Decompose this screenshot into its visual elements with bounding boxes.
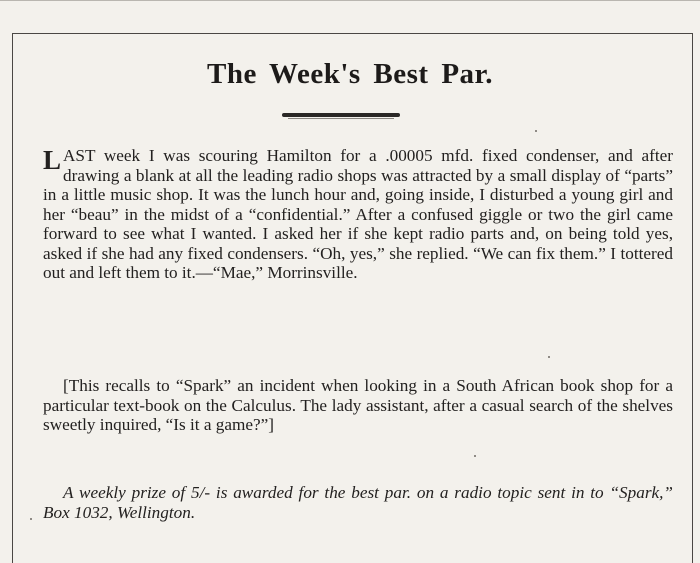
print-speck [535,130,537,132]
article-title: The Week's Best Par. [206,58,493,90]
print-speck [30,518,32,520]
paragraph-1-text: AST week I was scouring Hamilton for a .00005 mfd. fixed condenser, and after drawing a blank at all the leading radio shops was attracted by a small display of “parts” in a little music shop. It was the lunch hour and, going inside, I disturbed a young girl and her “beau” in the midst of a “confidential.” After a confused giggle or two the girl came forward to see what I wanted. I asked her if she kept radio parts and, on being told yes, asked if she had any fixed condensers. “Oh, yes,” she replied. “We can fix them.” I tottered out and left them to it.—“Mae,” Morrinsville. [43,146,673,282]
article-paragraph-1 [43,146,673,283]
article-paragraph-2: [This recalls to “Spark” an incident when looking in a South African book shop for a particular text-book on the Calculus. The lady assistant, after a casual search of the shelves sweetly inquired, “Is it a game?”] [43,376,673,434]
print-speck [548,356,550,358]
print-speck [474,455,476,457]
prize-notice: A weekly prize of 5/- is awarded for the best par. on a radio topic sent in to “Spark,” Box 1032, Wellington. [43,483,673,522]
top-border-line [0,0,700,2]
title-ornament-rule [282,113,400,117]
drop-cap: L [43,145,62,175]
